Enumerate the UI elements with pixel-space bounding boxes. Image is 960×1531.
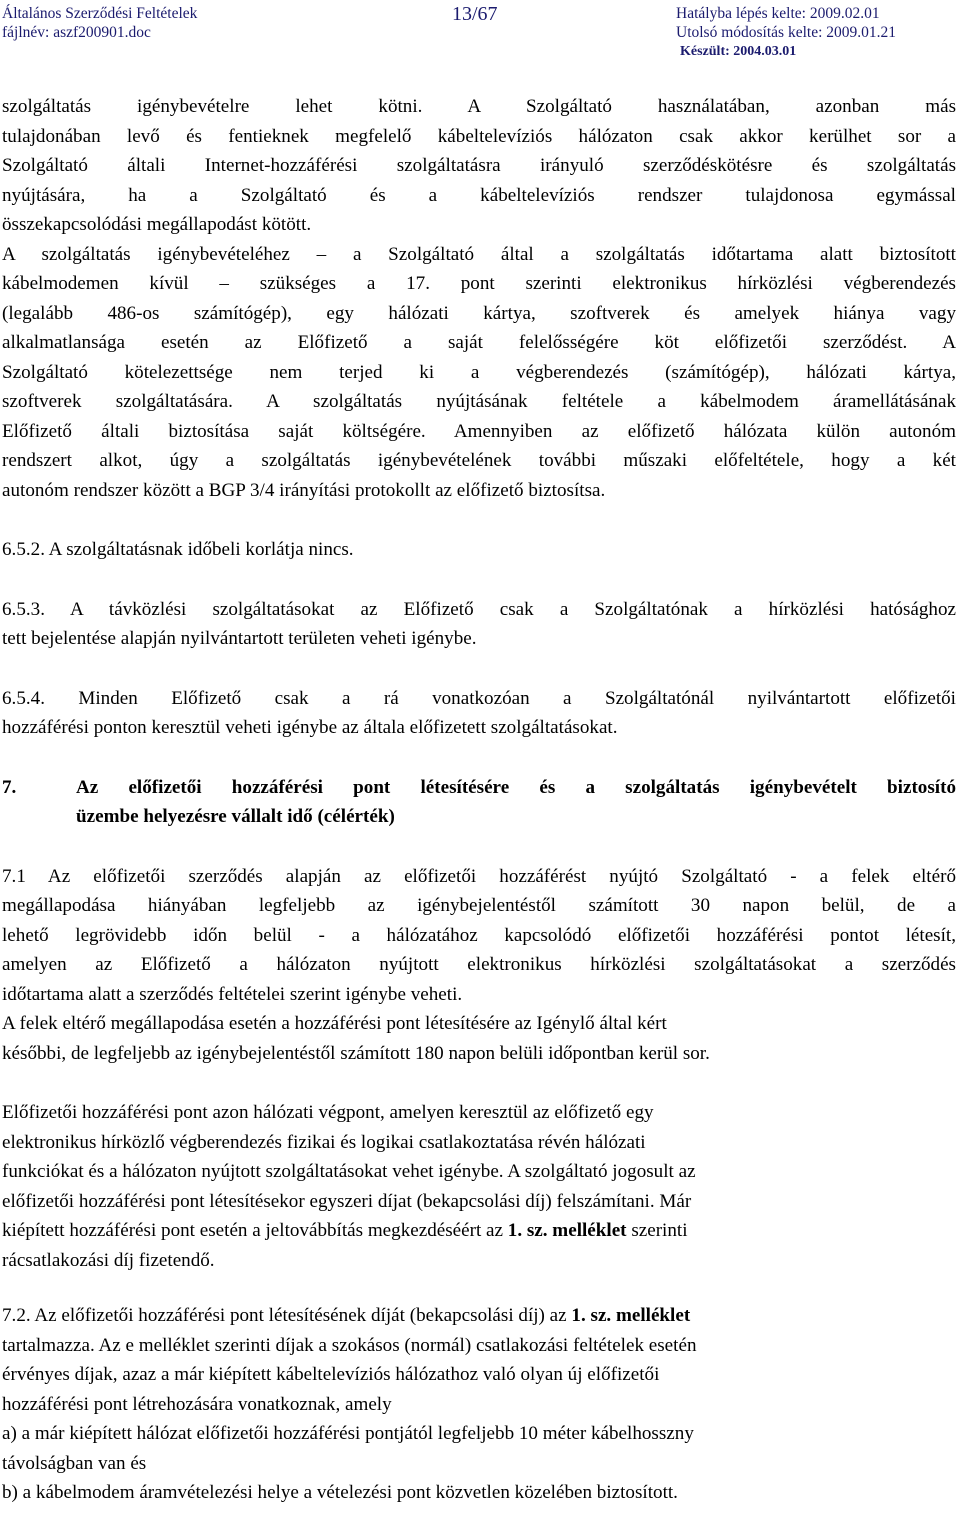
text-line: a) a már kiépített hálózat előfizetői hozzáférési pontjától legfeljebb 10 méter kábelhosszny (2, 1423, 694, 1444)
section-6-5-4 (2, 684, 956, 743)
text-line: tartalmazza. Az e melléklet szerinti díjak a szokásos (normál) csatlakozási feltételek esetén (2, 1334, 697, 1356)
header-right (676, 4, 896, 61)
spacer (2, 505, 956, 535)
created-date: Készült: 2004.03.01 (680, 44, 797, 59)
text-line: 6.5.3. A távközlési szolgáltatásokat az Előfizető csak a Szolgáltatónak a hírközlési hatósághoz (2, 598, 956, 620)
text-line: tulajdonában levő és fentieknek megfelelő kábeltelevíziós hálózaton csak akkor kerülhet sor a (2, 125, 956, 147)
text-line: előfizetői hozzáférési pont létesítésekor egyszeri díjat (bekapcsolási díj) felszámítani. Már (2, 1190, 692, 1212)
text-line: hozzáférési pont létrehozására vonatkoznak, amely (2, 1393, 392, 1415)
text-line: autonóm rendszer között a BGP 3/4 irányítási protokollt az előfizető biztosítsa. (2, 479, 606, 501)
modified-date: Utolsó módosítás kelte: 2009.01.21 (676, 24, 897, 41)
text-line: elektronikus hírközlő végberendezés fizikai és logikai csatlakoztatása révén hálózati (2, 1131, 646, 1153)
heading-line: Az előfizetői hozzáférési pont létesítésére és a szolgáltatás igénybevételt biztosító (76, 776, 956, 798)
text-line: (legalább 486-os számítógép), egy hálózati kártya, szoftverek és amelyek hiánya vagy (2, 302, 956, 324)
text-line: távolságban van és (2, 1452, 147, 1474)
text-line: Előfizetői hozzáférési pont azon hálózati végpont, amelyen keresztül az előfizető egy (2, 1102, 654, 1123)
text-line: b) a kábelmodem áramvételezési helye a vételezési pont közvetlen közelében biztosított. (2, 1482, 678, 1503)
text-line: amelyen az Előfizető a hálózaton nyújtott elektronikus hírközlési szolgáltatásokat a szerződés (2, 954, 956, 975)
annex-reference: 1. sz. melléklet (571, 1305, 691, 1326)
text-line (2, 1301, 956, 1331)
text-line: szolgáltatás igénybevételre lehet kötni. A Szolgáltató használatában, azonban más (2, 96, 956, 117)
page-header (0, 4, 960, 66)
section-6-5-3 (2, 595, 956, 654)
text-line: 7.1 Az előfizetői szerződés alapján az előfizetői hozzáférést nyújtó Szolgáltató - a felek eltérő (2, 865, 956, 887)
effective-date: Hatályba lépés kelte: 2009.02.01 (676, 5, 880, 22)
section-7-1-c (2, 1098, 956, 1275)
text-line: Előfizető általi biztosítása saját költségére. Amennyiben az előfizető hálózata külön autonóm (2, 420, 956, 442)
spacer (2, 654, 956, 684)
text-line: lehető legrövidebb időn belül - a hálózatához kapcsolódó előfizetői hozzáférési pontot létesít, (2, 924, 956, 946)
text-line: alkalmatlansága esetén az Előfizető a saját felelősségére köt előfizetői szerződést. A (2, 332, 956, 353)
text-line: nyújtására, ha a Szolgáltató és a kábeltelevíziós rendszer tulajdonosa egymással (2, 184, 956, 206)
page-number: 13/67 (452, 3, 498, 25)
text-line: A szolgáltatás igénybevételéhez – a Szolgáltató által a szolgáltatás időtartama alatt biztosított (2, 243, 956, 265)
text-line: összekapcsolódási megállapodást kötött. (2, 214, 312, 235)
text-span: kiépített hozzáférési pont esetén a jeltovábbítás megkezdéséért az (2, 1220, 508, 1241)
section-title (76, 773, 956, 832)
text-line: kábelmodemen kívül – szükséges a 17. pont szerinti elektronikus hírközlési végberendezés (2, 273, 956, 294)
text-line: funkciókat és a hálózaton nyújtott szolgáltatásokat vehet igénybe. A szolgáltató jogosult az (2, 1161, 696, 1182)
section-6-5-2: 6.5.2. A szolgáltatásnak időbeli korlátja nincs. (2, 539, 354, 560)
header-left (2, 4, 197, 42)
text-line: megállapodása hiányában legfeljebb az igénybejelentéstől számított 30 napon belül, de a (2, 895, 956, 916)
text-line: hozzáférési ponton keresztül veheti igénybe az általa előfizetett szolgáltatásokat. (2, 717, 618, 738)
section-number: 7. (2, 776, 17, 798)
document-body (2, 92, 956, 1508)
spacer (2, 743, 956, 773)
text-span: 7.2. Az előfizetői hozzáférési pont létesítésének díját (bekapcsolási díj) az (2, 1305, 572, 1326)
section-7-heading (2, 773, 956, 832)
spacer (2, 832, 956, 862)
spacer (2, 1068, 956, 1098)
text-line (2, 1216, 956, 1246)
annex-reference: 1. sz. melléklet (507, 1220, 627, 1241)
filename: fájlnév: aszf200901.doc (2, 24, 151, 41)
doc-title: Általános Szerződési Feltételek (2, 5, 198, 22)
text-span: szerinti (626, 1220, 688, 1241)
text-line: Szolgáltató általi Internet-hozzáférési szolgáltatásra irányuló szerződéskötésre és szolgáltatás (2, 155, 956, 176)
section-7-2 (2, 1301, 956, 1508)
text-line: későbbi, de legfeljebb az igénybejelentéstől számított 180 napon belüli időpontban kerül sor. (2, 1042, 710, 1064)
paragraph-2 (2, 240, 956, 506)
text-line: rendszert alkot, úgy a szolgáltatás igénybevételének további műszaki előfeltétele, hogy a két (2, 450, 956, 471)
text-line: időtartama alatt a szerződés feltételei szerint igénybe veheti. (2, 983, 463, 1005)
section-7-1 (2, 862, 956, 1010)
text-line: 6.5.4. Minden Előfizető csak a rá vonatkozóan a Szolgáltatónál nyilvántartott előfizetői (2, 687, 956, 709)
text-line: rácsatlakozási díj fizetendő. (2, 1249, 215, 1271)
section-7-1-b (2, 1009, 956, 1068)
text-line: Szolgáltató kötelezettsége nem terjed ki a végberendezés (számítógép), hálózati kártya, (2, 361, 956, 383)
spacer (2, 1275, 956, 1301)
paragraph-1 (2, 92, 956, 240)
heading-line: üzembe helyezésre vállalt idő (célérték) (76, 806, 395, 827)
spacer (2, 565, 956, 595)
text-line: szoftverek szolgáltatására. A szolgáltatás nyújtásának feltétele a kábelmodem áramellátásának (2, 391, 956, 412)
text-line: A felek eltérő megállapodása esetén a hozzáférési pont létesítésére az Igénylő által kért (2, 1013, 667, 1034)
text-line: érvényes díjak, azaz a már kiépített kábeltelevíziós hálózathoz való olyan új előfizetői (2, 1364, 660, 1385)
text-line: tett bejelentése alapján nyilvántartott területen veheti igénybe. (2, 628, 477, 649)
